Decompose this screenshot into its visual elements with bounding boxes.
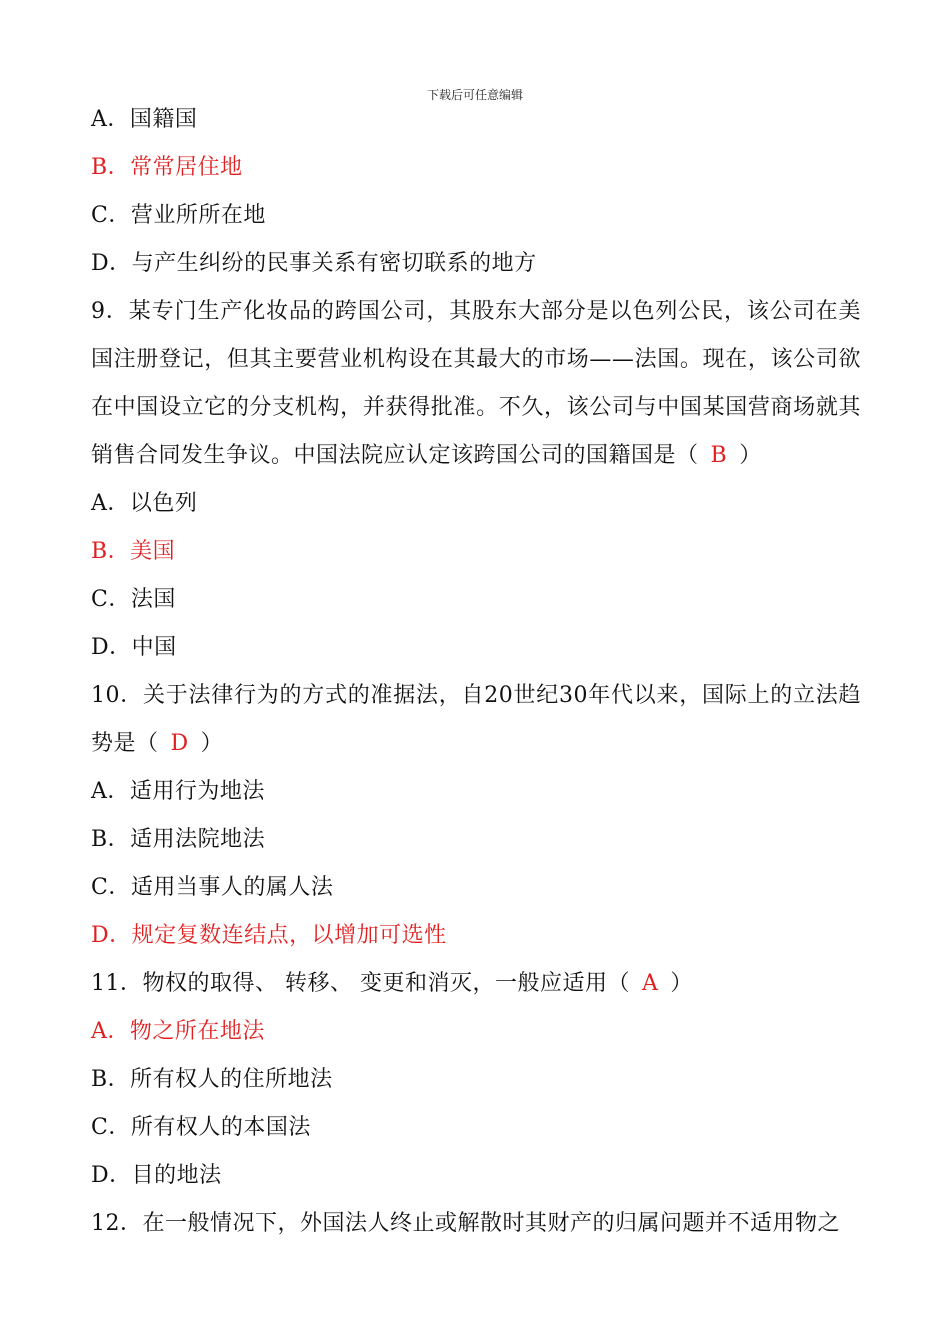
q9-option-d: D．中国 bbox=[91, 635, 177, 660]
q8-option-c: C．营业所所在地 bbox=[91, 203, 266, 228]
q11-option-c: C．所有权人的本国法 bbox=[91, 1115, 311, 1140]
q9-option-c: C．法国 bbox=[91, 587, 176, 612]
question-10-close: ） bbox=[200, 731, 224, 756]
page-header-note: 下载后可任意编辑 bbox=[426, 88, 523, 102]
q11-option-b: B．所有权人的住所地法 bbox=[91, 1067, 333, 1092]
q11-option-a-correct: A．物之所在地法 bbox=[91, 1019, 265, 1044]
question-11-answer: A bbox=[641, 971, 659, 996]
q11-option-d: D．目的地法 bbox=[91, 1163, 222, 1188]
q8-option-b-correct: B．常常居住地 bbox=[91, 155, 243, 180]
q10-option-d-correct: D．规定复数连结点，以增加可选性 bbox=[91, 923, 447, 948]
q8-option-a: A．国籍国 bbox=[91, 107, 198, 132]
question-9 bbox=[91, 288, 861, 480]
q10-option-a: A．适用行为地法 bbox=[91, 779, 265, 804]
question-10-text: 10．关于法律行为的方式的准据法，自20世纪30年代以来，国际上的立法趋势是（ bbox=[91, 683, 861, 756]
question-9-close: ） bbox=[739, 443, 762, 468]
question-12: 12．在一般情况下，外国法人终止或解散时其财产的归属问题并不适用物之 bbox=[91, 1211, 840, 1236]
question-11-text: 11．物权的取得、 转移、 变更和消灭，一般应适用（ bbox=[91, 971, 630, 996]
q8-option-d: D．与产生纠纷的民事关系有密切联系的地方 bbox=[91, 251, 537, 276]
question-11 bbox=[91, 960, 861, 1008]
q10-option-c: C．适用当事人的属人法 bbox=[91, 875, 334, 900]
question-10-answer: D bbox=[170, 731, 189, 756]
question-10 bbox=[91, 672, 861, 768]
q9-option-b-correct: B．美国 bbox=[91, 539, 176, 564]
document-body bbox=[91, 96, 861, 1248]
q9-option-a: A．以色列 bbox=[91, 491, 198, 516]
question-11-close: ） bbox=[670, 971, 693, 996]
question-9-answer: B bbox=[710, 443, 728, 468]
q10-option-b: B．适用法院地法 bbox=[91, 827, 266, 852]
question-9-text: 9．某专门生产化妆品的跨国公司，其股东大部分是以色列公民，该公司在美国注册登记，但其主要营业机构设在其最大的市场——法国。现在，该公司欲在中国设立它的分支机构，并获得批准。不久，该公司与中国某国营商场就其销售合同发生争议。中国法院应认定该跨国公司的国籍国是（ bbox=[91, 299, 861, 468]
